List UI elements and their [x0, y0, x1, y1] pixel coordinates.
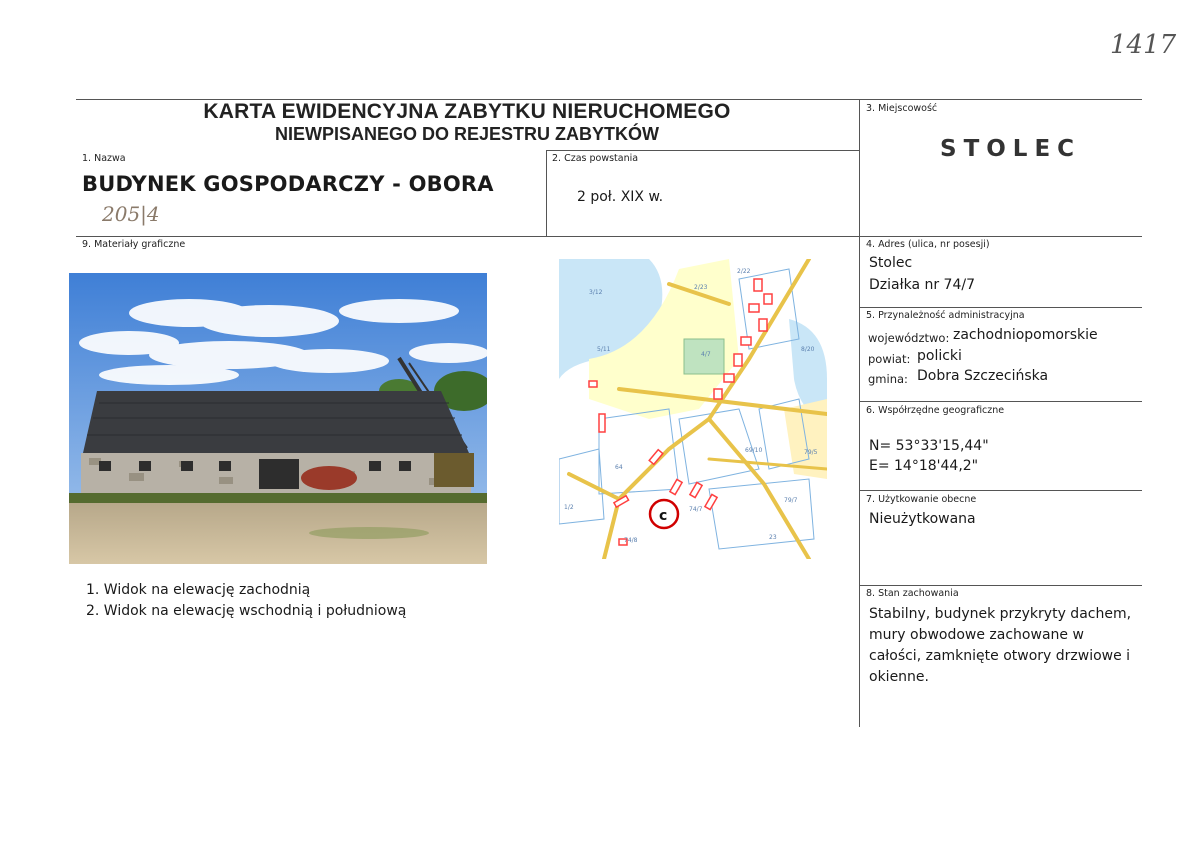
svg-text:c: c	[659, 508, 668, 524]
document-title-line1: KARTA EWIDENCYJNA ZABYTKU NIERUCHOMEGO	[203, 100, 731, 123]
voivodeship-value: zachodniopomorskie	[953, 327, 1098, 343]
time-left-border	[546, 150, 547, 236]
county-value: policki	[917, 348, 962, 364]
document-title-line2: NIEWPISANEGO DO REJESTRU ZABYTKÓW	[274, 124, 660, 144]
map-label: 74/7	[689, 506, 703, 513]
coords-label: 6. Współrzędne geograficzne	[866, 405, 1005, 416]
admin-label: 5. Przynależność administracyjna	[866, 310, 1025, 321]
address-line2: Działka nr 74/7	[869, 277, 975, 293]
usage-label: 7. Użytkowanie obecne	[866, 494, 977, 505]
map-label: 79/7	[784, 497, 798, 504]
right-column-divider	[859, 99, 860, 727]
condition-line: mury obwodowe zachowane w	[869, 627, 1084, 643]
address-label: 4. Adres (ulica, nr posesji)	[866, 239, 990, 250]
map-label: 69/10	[745, 447, 763, 454]
usage-value: Nieużytkowana	[869, 511, 976, 527]
coords-top-border	[859, 401, 1142, 402]
commune-label: gmina:	[868, 372, 908, 386]
map-label: 74/8	[624, 537, 638, 544]
map-label: 8/20	[801, 346, 815, 353]
town-label: 3. Miejscowość	[866, 103, 938, 114]
time-top-border	[546, 150, 859, 151]
handwritten-number-top: 1417	[1110, 30, 1177, 60]
map-label: 23	[769, 534, 777, 541]
map-label: 4/7	[701, 351, 711, 358]
usage-top-border	[859, 490, 1142, 491]
admin-top-border	[859, 307, 1142, 308]
voivodeship-label: województwo:	[868, 331, 950, 345]
county-label: powiat:	[868, 352, 911, 366]
graphics-top-border	[76, 236, 1142, 237]
time-label: 2. Czas powstania	[552, 153, 639, 164]
condition-line: całości, zamknięte otwory drzwiowe i	[869, 648, 1131, 664]
name-value: BUDYNEK GOSPODARCZY - OBORA	[82, 172, 494, 196]
map-label: 3/12	[589, 289, 603, 296]
map-label: 79/5	[804, 449, 818, 456]
map-label: 1/2	[564, 504, 574, 511]
graphics-label: 9. Materiały graficzne	[82, 239, 186, 250]
condition-value	[869, 604, 1131, 688]
condition-top-border	[859, 585, 1142, 586]
address-line1: Stolec	[869, 255, 913, 271]
condition-line: Stabilny, budynek przykryty dachem,	[869, 606, 1132, 622]
map-label: 2/22	[737, 268, 751, 275]
caption-item: 1. Widok na elewację zachodnią	[86, 582, 311, 598]
location-map	[559, 259, 827, 559]
caption-item: 2. Widok na elewację wschodnią i południową	[86, 603, 407, 619]
time-value: 2 poł. XIX w.	[577, 189, 664, 205]
name-label: 1. Nazwa	[82, 153, 126, 164]
condition-line: okienne.	[869, 669, 929, 685]
handwritten-number-name: 205|4	[102, 202, 160, 226]
map-label: 64	[615, 464, 623, 471]
map-label: 5/11	[597, 346, 611, 353]
commune-value: Dobra Szczecińska	[917, 368, 1049, 384]
map-label: 2/23	[694, 284, 708, 291]
coord-north: N= 53°33'15,44"	[869, 438, 989, 454]
condition-label: 8. Stan zachowania	[866, 588, 959, 599]
town-value: STOLEC	[940, 136, 1082, 162]
barn-photo	[69, 273, 487, 564]
coord-east: E= 14°18'44,2"	[869, 458, 979, 474]
